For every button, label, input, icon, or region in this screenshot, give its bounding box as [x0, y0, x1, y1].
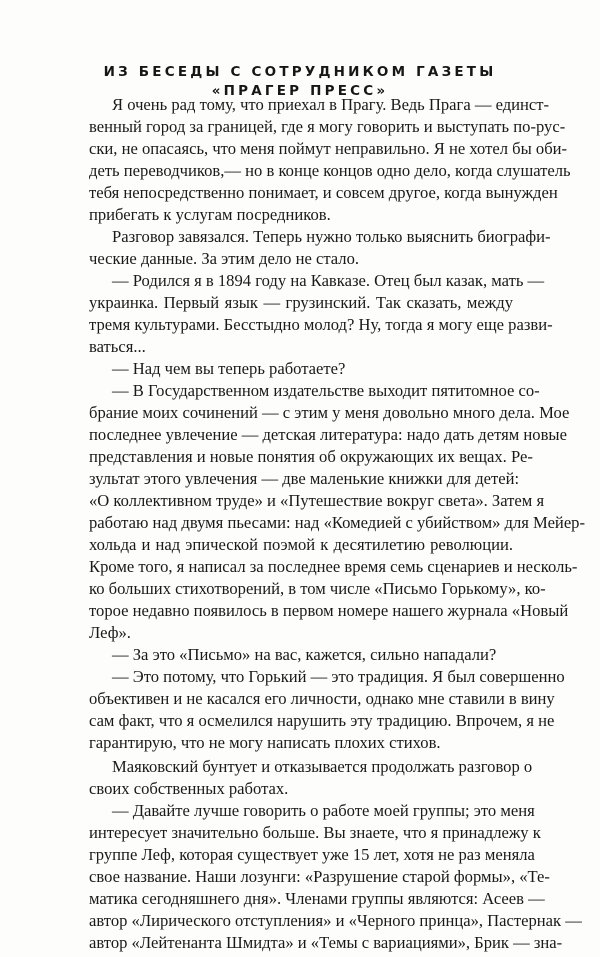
- text-line: группе Леф, которая существует уже 15 лет, хотя не раз меняла: [89, 845, 535, 864]
- text-line: хольда и над эпической поэмой к десятилетию революции.: [89, 535, 513, 554]
- article-heading-line-2: «ПРАГЕР ПРЕСС»: [211, 83, 389, 99]
- text-line: своих собственных работах.: [89, 779, 289, 798]
- text-line: брание моих сочинений — с этим у меня довольно много дела. Мое: [89, 403, 570, 422]
- text-line: — Родился я в 1894 году на Кавказе. Отец был казак, мать —: [112, 271, 545, 290]
- text-line: гарантирую, что не могу написать плохих стихов.: [89, 733, 441, 752]
- text-line: работаю над двумя пьесами: над «Комедией с убийством» для Мейер-: [89, 513, 586, 532]
- text-line: «О коллективном труде» и «Путешествие вокруг света». Затем я: [89, 491, 545, 510]
- text-line: — В Государственном издательстве выходит пятитомное со-: [112, 381, 540, 400]
- text-line: венный город за границей, где я могу говорить и выступать по-рус-: [89, 117, 566, 136]
- text-line: ски, не опасаясь, что меня поймут неправильно. Я не хотел бы оби-: [89, 139, 568, 158]
- text-line: — Давайте лучше говорить о работе моей группы; это меня: [112, 801, 535, 820]
- text-line: торое недавно появилось в первом номере нашего журнала «Новый: [89, 601, 569, 620]
- text-line: украинка. Первый язык — грузинский. Так сказать, между: [89, 293, 513, 312]
- article-heading-line-1: ИЗ БЕСЕДЫ С СОТРУДНИКОМ ГАЗЕТЫ: [103, 64, 497, 80]
- text-line: матика сегодняшнего дня». Членами группы являются: Асеев —: [89, 889, 545, 908]
- text-line: свое название. Наши лозунги: «Разрушение старой формы», «Те-: [89, 867, 550, 886]
- text-line: интересует значительно больше. Вы знаете, что я принадлежу к: [89, 823, 541, 842]
- text-line: ко больших стихотворений, в том числе «Письмо Горькому», ко-: [89, 579, 546, 598]
- text-line: Кроме того, я написал за последнее время семь сценариев и несколь-: [89, 557, 578, 576]
- text-line: зультат этого увлечения — две маленькие книжки для детей:: [89, 469, 520, 488]
- text-line: Я очень рад тому, что приехал в Прагу. Ведь Прага — единст-: [112, 95, 550, 114]
- text-line: Маяковский бунтует и отказывается продолжать разговор о: [112, 757, 533, 776]
- text-line: — За это «Письмо» на вас, кажется, сильно нападали?: [112, 645, 497, 664]
- text-line: тремя культурами. Бесстыдно молод? Ну, тогда я могу еще разви-: [89, 315, 553, 334]
- text-line: ческие данные. За этим дело не стало.: [89, 249, 360, 268]
- text-line: последнее увлечение — детская литература: надо дать детям новые: [89, 425, 567, 444]
- text-line: тебя непосредственно понимает, и совсем другое, когда вынужден: [89, 183, 558, 202]
- text-line: прибегать к услугам посредников.: [89, 205, 331, 224]
- text-line: Разговор завязался. Теперь нужно только выяснить биографи-: [112, 227, 551, 246]
- text-line: сам факт, что я осмелился нарушить эту традицию. Впрочем, я не: [89, 711, 555, 730]
- text-line: представления и новые понятия об окружающих их вещах. Ре-: [89, 447, 533, 466]
- text-line: — Над чем вы теперь работаете?: [112, 359, 346, 378]
- text-line: ваться...: [89, 337, 146, 356]
- text-line: Леф».: [89, 623, 131, 642]
- text-line: — Это потому, что Горький — это традиция. Я был совершенно: [112, 667, 565, 686]
- text-line: деть переводчиков,— но в конце концов одно дело, когда слушатель: [89, 161, 571, 180]
- text-line: автор «Лейтенанта Шмидта» и «Темы с вариациями», Брик — зна-: [89, 933, 563, 952]
- text-line: автор «Лирического отступления» и «Черного принца», Пастернак —: [89, 911, 582, 930]
- text-line: объективен и не касался его личности, однако мне ставили в вину: [89, 689, 555, 708]
